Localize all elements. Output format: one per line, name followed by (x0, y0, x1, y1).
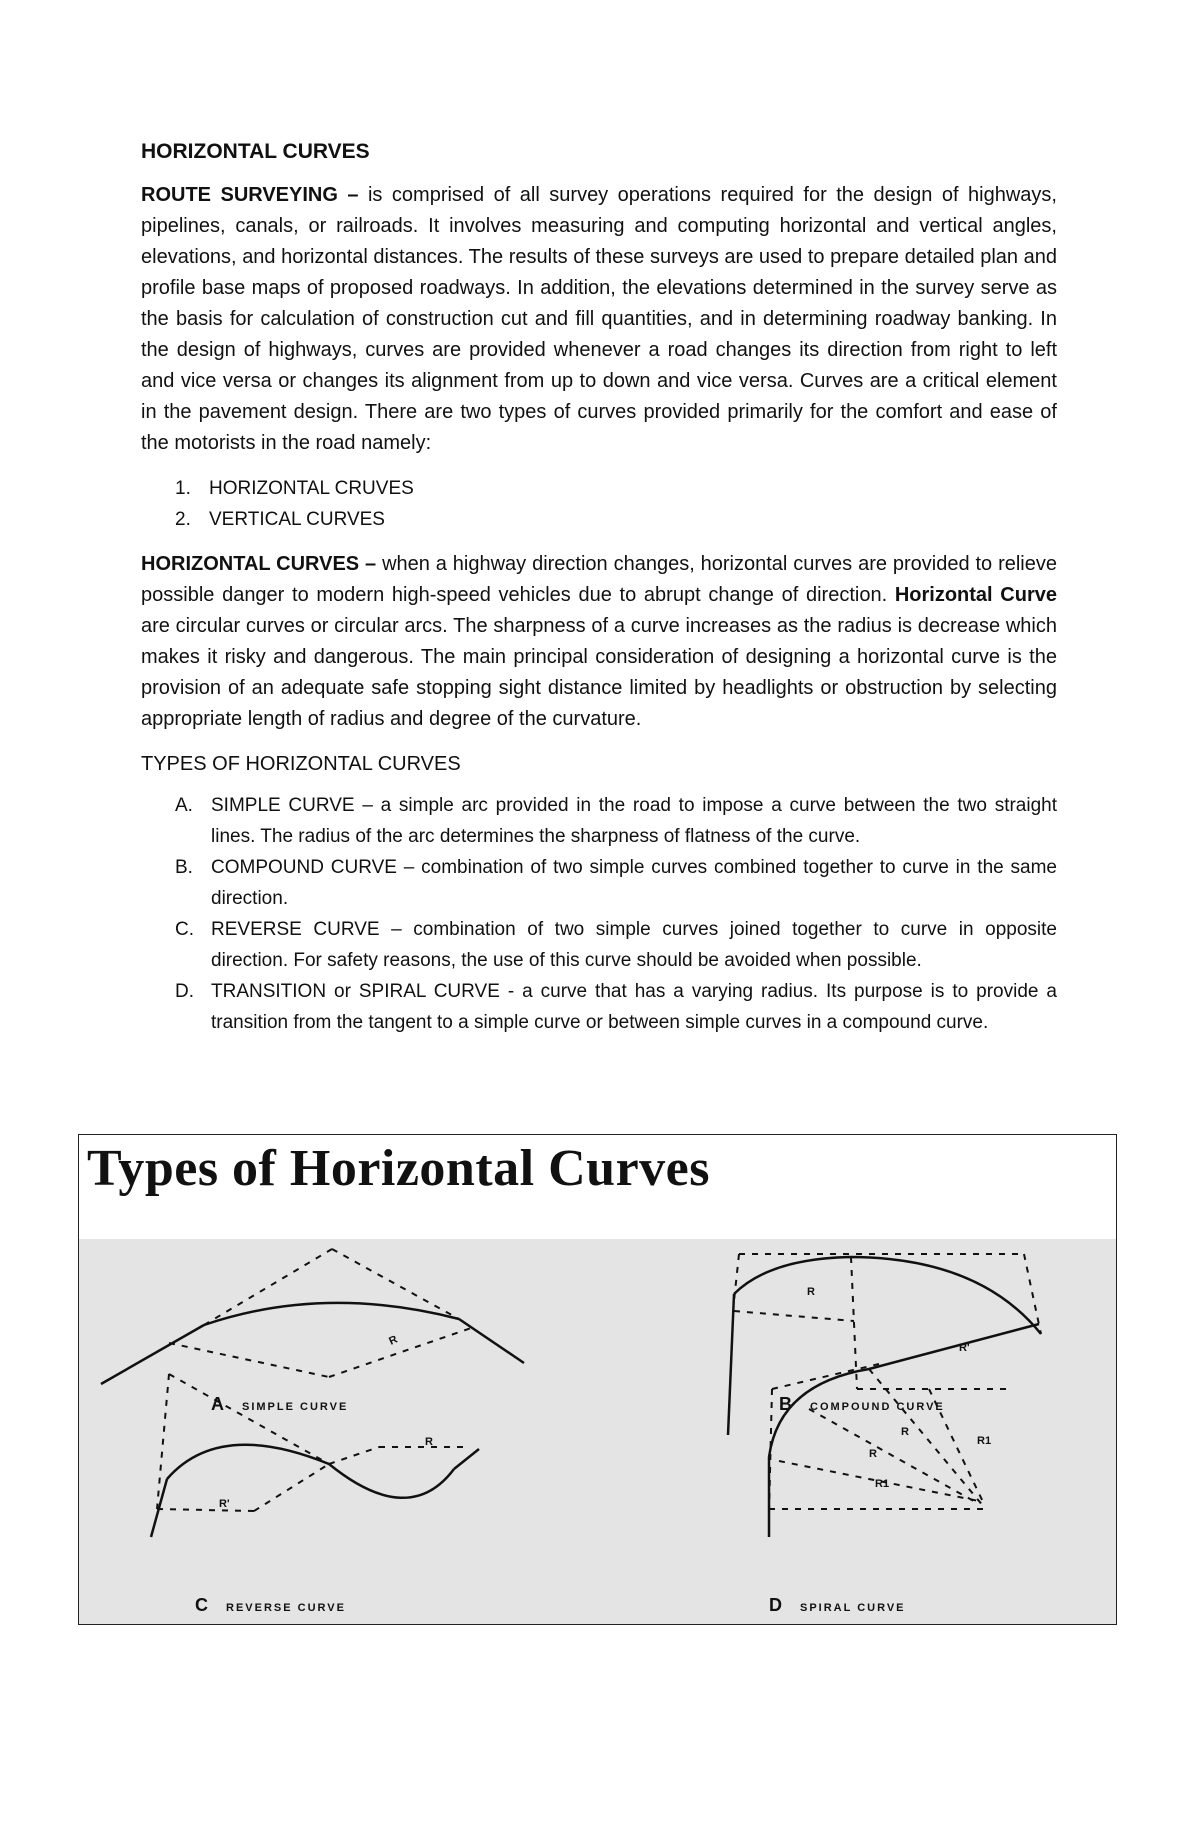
types-list (141, 790, 1057, 1038)
figure-title: Types of Horizontal Curves (87, 1140, 710, 1197)
list-letter: A. (175, 795, 193, 816)
caption-spiral-curve: D SPIRAL CURVE (769, 1595, 906, 1615)
list-label: VERTICAL CURVES (209, 509, 385, 530)
list-letter: D. (175, 981, 194, 1002)
intro-paragraph (141, 180, 1057, 459)
list-label: HORIZONTAL CRUVES (209, 478, 414, 499)
reverse-curve-radius-label: R (425, 1436, 433, 1448)
list-item (141, 914, 1057, 976)
caption-simple-curve: A SIMPLE CURVE (211, 1394, 349, 1414)
page-title: HORIZONTAL CURVES (141, 140, 370, 163)
list-number: 1. (175, 478, 191, 499)
caption-compound-curve: B COMPOUND CURVE (779, 1394, 945, 1414)
type-term: SIMPLE CURVE (211, 795, 355, 816)
caption-reverse-curve: C REVERSE CURVE (195, 1595, 346, 1615)
simple-curve-drawing (101, 1249, 524, 1384)
type-text: – combination of two simple curves joined together to curve in opposite direction. For safety reasons, the use of this curve should be avoided when possible. (211, 919, 1057, 971)
type-term: COMPOUND CURVE (211, 857, 397, 878)
curves-diagram (79, 1239, 1117, 1625)
intro-term: ROUTE SURVEYING – (141, 184, 359, 206)
list-letter: C. (175, 919, 194, 940)
horizontal-term-2: Horizontal Curve (894, 584, 1057, 606)
horizontal-text-2: are circular curves or circular arcs. The sharpness of a curve increases as the radius is decrease which makes it risky and dangerous. The main principal consideration of designing a horizontal curve is the provision of an adequate safe stopping sight distance limited by headlights or obstruction by selecting appropriate length of radius and degree of the curvature. (141, 615, 1057, 730)
list-item (141, 852, 1057, 914)
type-term: TRANSITION or SPIRAL CURVE (211, 981, 500, 1002)
horizontal-text-1: when a highway direction changes, horizontal curves are provided to relieve possible danger to modern high-speed vehicles due to abrupt change of direction. (141, 553, 1057, 606)
types-heading: TYPES OF HORIZONTAL CURVES (141, 753, 461, 775)
list-item (141, 790, 1057, 852)
type-text: – a simple arc provided in the road to impose a curve between the two straight lines. The radius of the arc determines the sharpness of flatness of the curve. (211, 795, 1058, 847)
list-item (141, 473, 1057, 504)
type-term: REVERSE CURVE (211, 919, 380, 940)
type-text: – combination of two simple curves combined together to curve in the same direction. (211, 857, 1057, 909)
document-content (141, 140, 1057, 1038)
curve-types-list (141, 473, 1057, 535)
compound-curve-radius-label: R (807, 1286, 815, 1298)
spiral-curve-r1-label: R1 (977, 1435, 992, 1447)
compound-curve-radius2-label: R' (959, 1342, 970, 1354)
intro-text: is comprised of all survey operations required for the design of highways, pipelines, canals, or railroads. It involves measuring and computing horizontal and vertical angles, elevations, and horizontal distances. The results of these surveys are used to prepare detailed plan and profile base maps of proposed roadways. In addition, the elevations determined in the survey serve as the basis for calculation of construction cut and fill quantities, and in determining roadway banking. In the design of highways, curves are provided whenever a road changes its direction from right to left and vice versa or changes its alignment from up to down and vice versa. Curves are a critical element in the pavement design. There are two types of curves provided primarily for the comfort and ease of the motorists in the road namely: (141, 184, 1057, 454)
horizontal-curves-figure (78, 1134, 1117, 1625)
spiral-curve-radius-label: R (901, 1426, 909, 1438)
list-letter: B. (175, 857, 193, 878)
spiral-curve-r1b-label: R1 (875, 1478, 890, 1490)
horizontal-term: HORIZONTAL CURVES – (141, 553, 377, 575)
reverse-curve-radius2-label: R' (219, 1498, 230, 1510)
figure-diagram-area (79, 1239, 1117, 1625)
simple-curve-radius-label: R (387, 1333, 400, 1348)
horizontal-curves-paragraph (141, 549, 1057, 735)
list-number: 2. (175, 509, 191, 530)
list-item (141, 504, 1057, 535)
list-item (141, 976, 1057, 1038)
type-text: - a curve that has a varying radius. Its purpose is to provide a transition from the tangent to a simple curve or between simple curves in a compound curve. (211, 981, 1057, 1033)
spiral-curve-radius2-label: R (869, 1448, 877, 1460)
